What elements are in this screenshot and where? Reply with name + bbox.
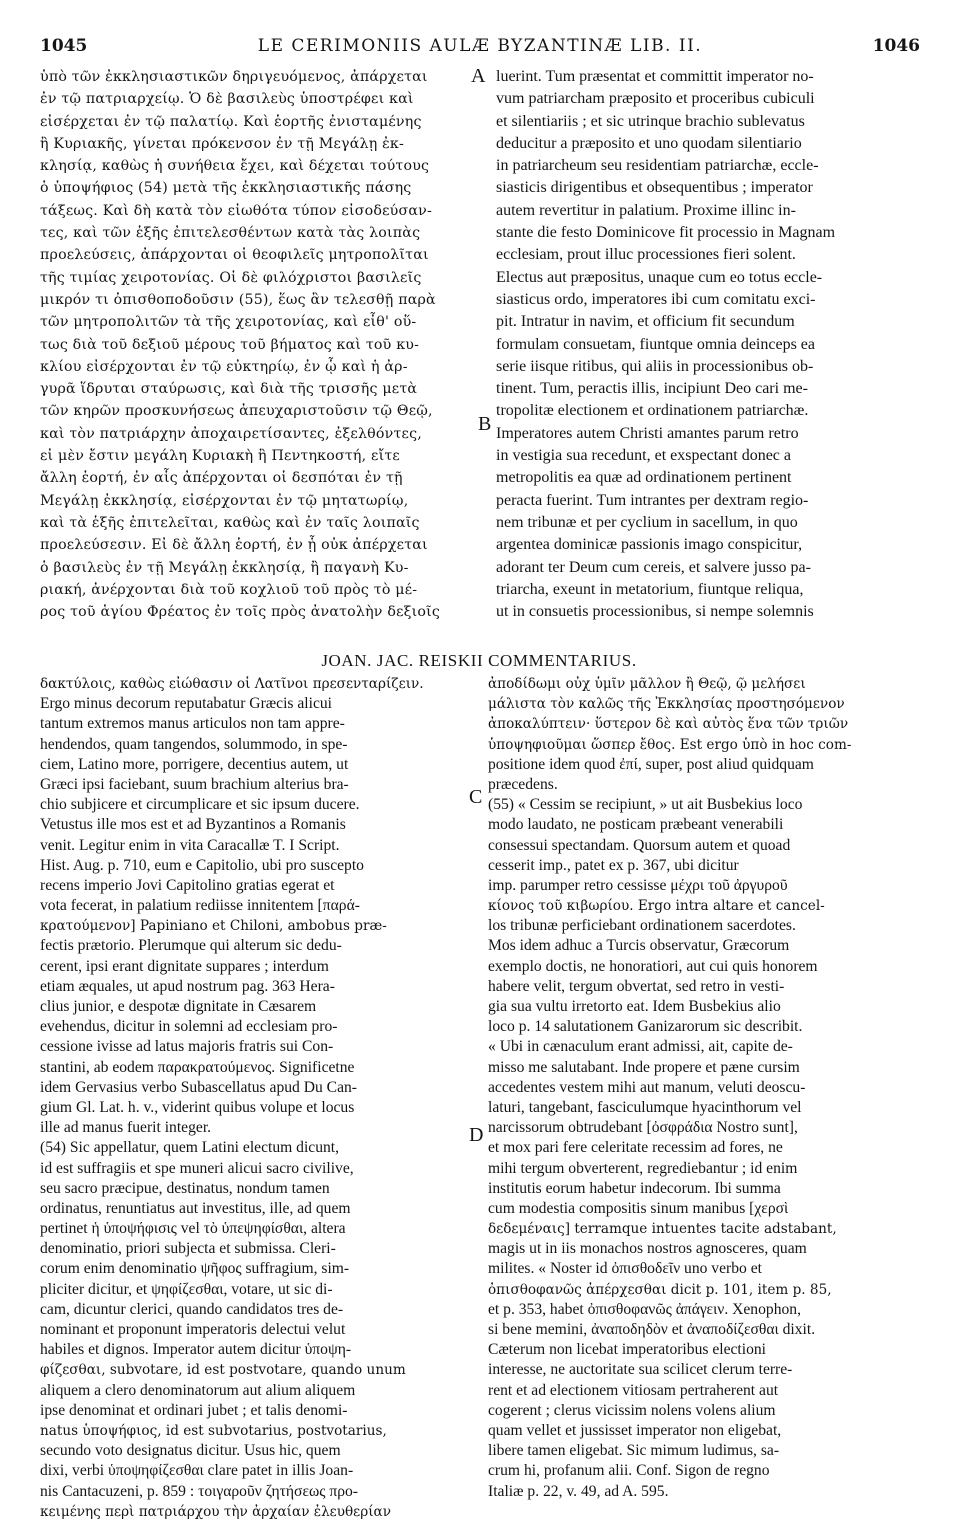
commentary-line: « Ubi in cænaculum erant admissi, ait, capite de-	[488, 1038, 793, 1056]
commentary-left-column	[40, 674, 472, 1522]
commentary-line: Vetustus ille mos est et ad Byzantinos a Romanis	[40, 816, 346, 834]
commentary-line: pertinet ἡ ὑποψήφισις vel τὸ ὑπεψηφίσθαι, altera	[40, 1220, 346, 1238]
greek-text-line: τῆς τιμίας χειροτονίας. Οἱ δὲ φιλόχριστοι βασιλεῖς	[40, 269, 422, 286]
commentary-line: narcissorum obtrudebant [ὀσφράδια Nostro sunt],	[488, 1119, 798, 1137]
commentary-line: præcedens.	[488, 775, 558, 793]
commentary-line: loco p. 14 salutationem Ganizarorum sic describit.	[488, 1018, 803, 1036]
greek-text-line: ἐν τῷ πατριαρχείῳ. Ὁ δὲ βασιλεὺς ὑποστρέφει καὶ	[40, 91, 414, 108]
latin-text-line: formulam consuetam, fiuntque omnia deinceps ea	[496, 335, 816, 353]
commentary-line: stantini, ab eodem παρακρατούμενος. Significetne	[40, 1058, 355, 1076]
latin-text-line: in vestigia sua recedunt, et exspectant donec a	[496, 447, 791, 465]
latin-text-line: vum patriarcham præposito et proceribus cubiculi	[496, 90, 815, 108]
commentary-line: Græci ipsi faciebant, suum brachium alterius bra-	[40, 775, 349, 793]
latin-text-line: argentea dominicæ passionis imago conspicitur,	[496, 536, 803, 554]
latin-text-line: deducitur a præposito et uno quodam silentiario	[496, 134, 802, 152]
commentary-line: seu sacro præcipue, destinatus, nondum tamen	[40, 1179, 330, 1197]
commentary-line: milites. « Noster id ὀπισθοδεῖν uno verbo et	[488, 1260, 762, 1278]
commentary-line: dixi, verbi ὑποψηφίζεσθαι clare patet in illis Joan-	[40, 1462, 354, 1480]
latin-text-line: Electus aut præpositus, unaque cum eo totus eccle-	[496, 268, 823, 286]
latin-text-line: ecclesiam, prout illuc processiones fieri solent.	[496, 246, 796, 264]
commentary-line: ἀποκαλύπτειν· ὕστερον δὲ καὶ αὐτὸς ἕνα τῶν τριῶν	[488, 716, 849, 733]
commentary-line: venit. Legitur enim in vita Caracallæ T. I Script.	[40, 836, 340, 854]
latin-text-line: autem revertitur in palatium. Proxime illinc in-	[496, 201, 796, 219]
greek-text-line: γυρᾶ ἵδρυται σταύρωσις, καὶ διὰ τῆς τρισσῆς μετὰ	[40, 381, 418, 398]
margin-letter-a: A	[471, 65, 486, 87]
commentary-line: Italiæ p. 22, v. 49, ad A. 595.	[488, 1482, 669, 1500]
commentary-line: tantum extremos manus articulos non tam appre-	[40, 715, 345, 733]
margin-letter-c: C	[469, 786, 483, 808]
commentary-line: evehendus, dicitur in solemni ad ecclesiam pro-	[40, 1018, 338, 1036]
commentary-line: modo laudato, ne posticam præbeant venerabili	[488, 816, 784, 834]
commentary-line: interesse, ne auctoritate sua scilicet clerum terre-	[488, 1361, 793, 1379]
greek-text-line: ὁ βασιλεὺς ἐν τῇ Μεγάλῃ ἐκκλησίᾳ, ἢ παγανὴ Κυ-	[40, 559, 409, 576]
latin-text-line: Imperatores autem Christi amantes parum retro	[496, 424, 799, 442]
commentary-line: ἀποδίδωμι οὐχ ὑμῖν μᾶλλον ἢ Θεῷ, ῷ μελήσει	[488, 676, 806, 692]
commentary-line: denominatio, priori subjecta et submissa. Cleri-	[40, 1240, 336, 1258]
commentary-line: ille ad manus fuerit integer.	[40, 1119, 212, 1137]
latin-text-line: luerint. Tum præsentat et committit imperator no-	[496, 68, 814, 85]
commentary-right-column	[488, 674, 920, 1502]
commentary-heading: JOAN. JAC. REISKII COMMENTARIUS.	[321, 651, 637, 670]
latin-text-line: in patriarcheum seu residentiam patriarchæ, eccle-	[496, 157, 819, 175]
commentary-line: cesserit imp., patet ex p. 367, ubi dicitur	[488, 856, 739, 874]
commentary-line: pliciter dicitur, et ψηφίζεσθαι, votare, ut sic di-	[40, 1280, 333, 1298]
greek-text-line: τάξεως. Καὶ δὴ κατὰ τὸν εἰωθότα τύπον εἰσοδεύσαν-	[40, 202, 432, 219]
commentary-line: positione idem quod ἐπί, super, post aliud quidquam	[488, 755, 814, 773]
latin-text-line: tropolitæ electionem et ordinationem patriarchæ.	[496, 402, 809, 420]
commentary-line: quam vellet et jussisset imperator non eligebat,	[488, 1421, 782, 1439]
greek-text-line: ἄλλη ἑορτή, ἐν αἷς ἀπέρχονται οἱ δεσπόται ἐν τῇ	[40, 470, 403, 487]
commentary-line: cogerent ; clerus vicissim nolens volens alium	[488, 1401, 776, 1419]
greek-text-line: τες, καὶ τῶν ἑξῆς ἐπιτελεσθέντων κατὰ τὰς λοιπὰς	[40, 225, 421, 242]
latin-text-line: nem tribunæ et per cyclium in sacellum, in quo	[496, 513, 798, 531]
commentary-line: idem Gervasius verbo Subascellatus apud Du Can-	[40, 1078, 357, 1096]
greek-text-line: τῶν κηρῶν προσκυνήσεως ἀπευχαριστοῦσιν τῷ Θεῷ,	[40, 403, 433, 420]
commentary-line: ordinatus, renuntiatus aut investitus, ille, ad quem	[40, 1199, 351, 1217]
commentary-line: habiles et dignos. Imperator autem dicitur ὑποψη-	[40, 1341, 352, 1359]
commentary-line: misso me salutabant. Inde propere et pæne cursim	[488, 1058, 800, 1076]
commentary-line: ὀπισθοφανῶς ἀπέρχεσθαι dicit p. 101, item p. 85,	[488, 1281, 832, 1298]
commentary-line: cum modestia compositis sinum manibus [χερσὶ	[488, 1199, 789, 1217]
commentary-line: κρατούμενον] Papiniano et Chiloni, ambobus præ-	[40, 918, 387, 935]
commentary-line: clius junior, e despotæ dignitate in Cæsarem	[40, 998, 317, 1015]
greek-text-line: μικρόν τι ὀπισθοποδοῦσιν (55), ἕως ἂν τελεσθῇ παρὰ	[40, 291, 436, 308]
commentary-line: natus ὑποψήφιος, id est subvotarius, postvotarius,	[40, 1422, 387, 1439]
commentary-line: (55) « Cessim se recipiunt, » ut ait Busbekius loco	[488, 796, 803, 814]
commentary-line: aliquem a clero denominatorum aut alium aliquem	[40, 1381, 356, 1399]
commentary-line: mihi tergum obverterent, regrediebantur ; id enim	[488, 1159, 798, 1177]
commentary-line: cessione ivisse ad latus majoris fratris sui Con-	[40, 1038, 334, 1056]
greek-text-line: ὑπὸ τῶν ἐκκλησιαστικῶν δηριγευόμενος, ἀπάρχεται	[40, 69, 428, 85]
commentary-line: μάλιστα τὸν καλῶς τῆς Ἐκκλησίας προστησόμενον	[488, 696, 845, 713]
greek-text-line: καὶ τὰ ἑξῆς ἐπιτελεῖται, καθὼς καὶ ἐν ταῖς λοιπαῖς	[40, 514, 420, 531]
latin-text-line: adorant ter Deum cum cereis, et salvere jusso pa-	[496, 558, 811, 576]
latin-text-line: siasticus ordo, imperatores ibi cum comitatu exci-	[496, 290, 816, 308]
latin-text-line: serie iisque ritibus, qui aliis in processionibus ob-	[496, 357, 814, 375]
commentary-line: gia sua vultu irretorto eat. Idem Busbekius alio	[488, 998, 781, 1015]
commentary-line: et p. 353, habet ὀπισθοφανῶς ἀπάγειν. Xenophon,	[488, 1300, 801, 1318]
greek-text-line: ρος τοῦ ἁγίου Φρέατος ἐν τοῖς πρὸς ἀνατολὴν δεξιοῖς	[40, 604, 441, 621]
commentary-line: nominant et proponunt imperatoris delectui velut	[40, 1321, 346, 1338]
commentary-line: ipse denominat et ordinari jubet ; et talis denomi-	[40, 1401, 348, 1419]
commentary-line: vota fecerat, in palatium rediisse innitentem [παρά-	[40, 897, 360, 915]
commentary-line: imp. parumper retro cessisse μέχρι τοῦ ἀργυροῦ	[488, 876, 788, 894]
latin-text-line: pit. Intratur in navim, et officium fit secundum	[496, 313, 795, 331]
commentary-line: fectis prætorio. Plerumque qui alterum sic dedu-	[40, 937, 342, 955]
commentary-line: Ergo minus decorum reputabatur Græcis alicui	[40, 695, 333, 713]
running-title: LE CERIMONIIS AULÆ BYZANTINÆ LIB. II.	[257, 36, 703, 56]
latin-text-line: stante die festo Dominicove fit processio in Magnam	[496, 224, 836, 242]
commentary-line: laturi, tangebant, fasciculumque hyacinthorum vel	[488, 1098, 802, 1116]
latin-text-line: et silentiariis ; et sic utrinque brachio sublevatus	[496, 112, 805, 130]
commentary-line: crum hi, profanum alii. Conf. Sigon de regno	[488, 1462, 770, 1480]
latin-text-column	[496, 66, 920, 623]
commentary-line: recens imperio Jovi Capitolino gratias egerat et	[40, 876, 335, 894]
commentary-line: nis Cantacuzeni, p. 859 : τοιγαροῦν ζητήσεως προ-	[40, 1482, 358, 1500]
margin-letter-b: B	[478, 413, 492, 435]
commentary-line: accedentes vestem mihi aut manum, veluti deoscu-	[488, 1078, 806, 1096]
running-header	[40, 36, 920, 62]
commentary-line: los tribunæ perficiebant ordinationem sacerdotes.	[488, 917, 796, 935]
latin-text-line: metropolitis ea quæ ad ordinationem pertinent	[496, 469, 792, 487]
commentary-line: Mos idem adhuc a Turcis observatur, Græcorum	[488, 937, 790, 955]
greek-text-line: κλησίᾳ, καθὼς ἡ συνήθεια ἔχει, καὶ δέχεται τούτους	[40, 158, 430, 175]
commentary-line: etiam æquales, ut apud nostrum pag. 363 Hera-	[40, 977, 335, 995]
latin-text-line: triarcha, exeunt in metatorium, fiuntque reliqua,	[496, 580, 804, 598]
greek-text-line: ἢ Κυριακῆς, γίνεται πρόκενσον ἐν τῇ Μεγάλῃ ἐκ-	[40, 135, 404, 152]
commentary-line: institutis eorum habetur indecorum. Ibi summa	[488, 1179, 781, 1197]
page-number-left: 1045	[40, 36, 88, 56]
commentary-line: corum enim denominatio ψῆφος suffragium, sim-	[40, 1260, 350, 1278]
commentary-line: φίζεσθαι, subvotare, id est postvotare, quando unum	[40, 1362, 406, 1379]
commentary-line: Cæterum non licebat imperatoribus electioni	[488, 1341, 767, 1359]
greek-text-column	[40, 66, 468, 623]
commentary-line: Hist. Aug. p. 710, eum e Capitolio, ubi pro suscepto	[40, 856, 364, 874]
margin-letter-d: D	[469, 1124, 484, 1146]
commentary-line: cam, dicuntur clerici, quando candidatos tres de-	[40, 1300, 344, 1318]
commentary-line: id est suffragiis et spe muneri alicui sacro civilive,	[40, 1159, 354, 1177]
page-number-right: 1046	[872, 36, 920, 56]
commentary-line: secundo voto designatus dicitur. Usus hic, quem	[40, 1442, 341, 1460]
commentary-line: κειμένης περὶ πατριάρχου τὴν ἀρχαίαν ἐλευθερίαν	[40, 1503, 391, 1520]
commentary-line: consessui spectandam. Quorsum autem et quoad	[488, 836, 791, 854]
latin-text-line: siasticis dirigentibus et obsequentibus ; imperator	[496, 179, 813, 197]
latin-text-line: ut in consuetis processionibus, si nempe solemnis	[496, 603, 814, 621]
commentary-line: si bene memini, ἀναποδηδὸν et ἀναποδίζεσθαι dixit.	[488, 1321, 816, 1338]
greek-text-line: ριακή, ἀνέρχονται διὰ τοῦ κοχλιοῦ τοῦ πρὸς τὸ μέ-	[40, 581, 418, 598]
commentary-line: rent et ad electionem vitiosam pertraherent aut	[488, 1381, 779, 1399]
commentary-line: cerent, ipsi erant dignitate suppares ; interdum	[40, 957, 329, 975]
latin-text-line: tinent. Tum, peractis illis, incipiunt Deo cari me-	[496, 380, 808, 398]
greek-text-line: εἰ μὲν ἔστιν μεγάλη Κυριακὴ ἢ Πεντηκοστή, εἴτε	[40, 448, 400, 465]
greek-text-line: τῶν μητροπολιτῶν τὰ τῆς χειροτονίας, καὶ εἶθ' οὕ-	[40, 314, 417, 331]
commentary-line: habere velit, tergum obvertat, sed retro in vesti-	[488, 977, 785, 995]
commentary-line: ciem, Latino more, porrigere, decentius autem, ut	[40, 755, 349, 773]
commentary-line: κίονος τοῦ κιβωρίου. Ergo intra altare et cancel-	[488, 898, 825, 915]
commentary-line: δεδεμέναις] terramque intuentes tacite adstabant,	[488, 1221, 837, 1238]
commentary-line: gium Gl. Lat. h. v., viderint quibus volupe et locus	[40, 1098, 355, 1116]
greek-text-line: καὶ τὸν πατριάρχην ἀποχαιρετίσαντες, ἐξελθόντες,	[40, 425, 422, 442]
commentary-line: chio subjicere et circumplicare et sic ipsum ducere.	[40, 796, 360, 814]
greek-text-line: Μεγάλῃ ἐκκλησίᾳ, εἰσέρχονται ἐν τῷ μητατωρίῳ,	[40, 492, 409, 509]
commentary-line: libere tamen eligebat. Sic mimum ludimus, sa-	[488, 1442, 780, 1460]
commentary-line: δακτύλοις, καθὼς εἰώθασιν οἱ Λατῖνοι πρεσενταρίζειν.	[40, 676, 424, 692]
commentary-line: ὑποψηφιοῦμαι ὥσπερ ἔθος. Est ergo ὑπὸ in hoc com-	[488, 736, 852, 753]
latin-text-line: peracta fuerint. Tum intrantes per dextram regio-	[496, 491, 809, 509]
commentary-line: (54) Sic appellatur, quem Latini electum dicunt,	[40, 1139, 340, 1157]
commentary-line: hendendos, quam tangendos, solummodo, in spe-	[40, 735, 348, 753]
commentary-line: exemplo doctis, ne honoratiori, aut cui quis honorem	[488, 957, 818, 975]
greek-text-line: προελεύσεσιν. Εἰ δὲ ἄλλη ἑορτή, ἐν ᾗ οὐκ ἀπέρχεται	[40, 537, 428, 554]
greek-text-line: τως διὰ τοῦ δεξιοῦ μέρους τοῦ βήματος καὶ τοῦ κυ-	[40, 336, 420, 353]
greek-text-line: κλίου εἰσέρχονται ἐν τῷ εὐκτηρίῳ, ἐν ᾧ καὶ ἡ ἀρ-	[40, 358, 408, 375]
commentary-line: magis ut in iis monachos nostros agnosceres, quam	[488, 1240, 807, 1258]
greek-text-line: ὁ ὑποψήφιος (54) μετὰ τῆς ἐκκλησιαστικῆς πάσης	[40, 180, 412, 197]
commentary-line: et mox pari fere celeritate recessim ad fores, ne	[488, 1139, 783, 1157]
greek-text-line: εἰσέρχεται ἐν τῷ παλατίῳ. Καὶ ἑορτῆς ἐνισταμένης	[40, 113, 422, 130]
greek-text-line: προελεύσεις, ἀπάρχονται οἱ θεοφιλεῖς μητροπολῖται	[40, 247, 429, 264]
